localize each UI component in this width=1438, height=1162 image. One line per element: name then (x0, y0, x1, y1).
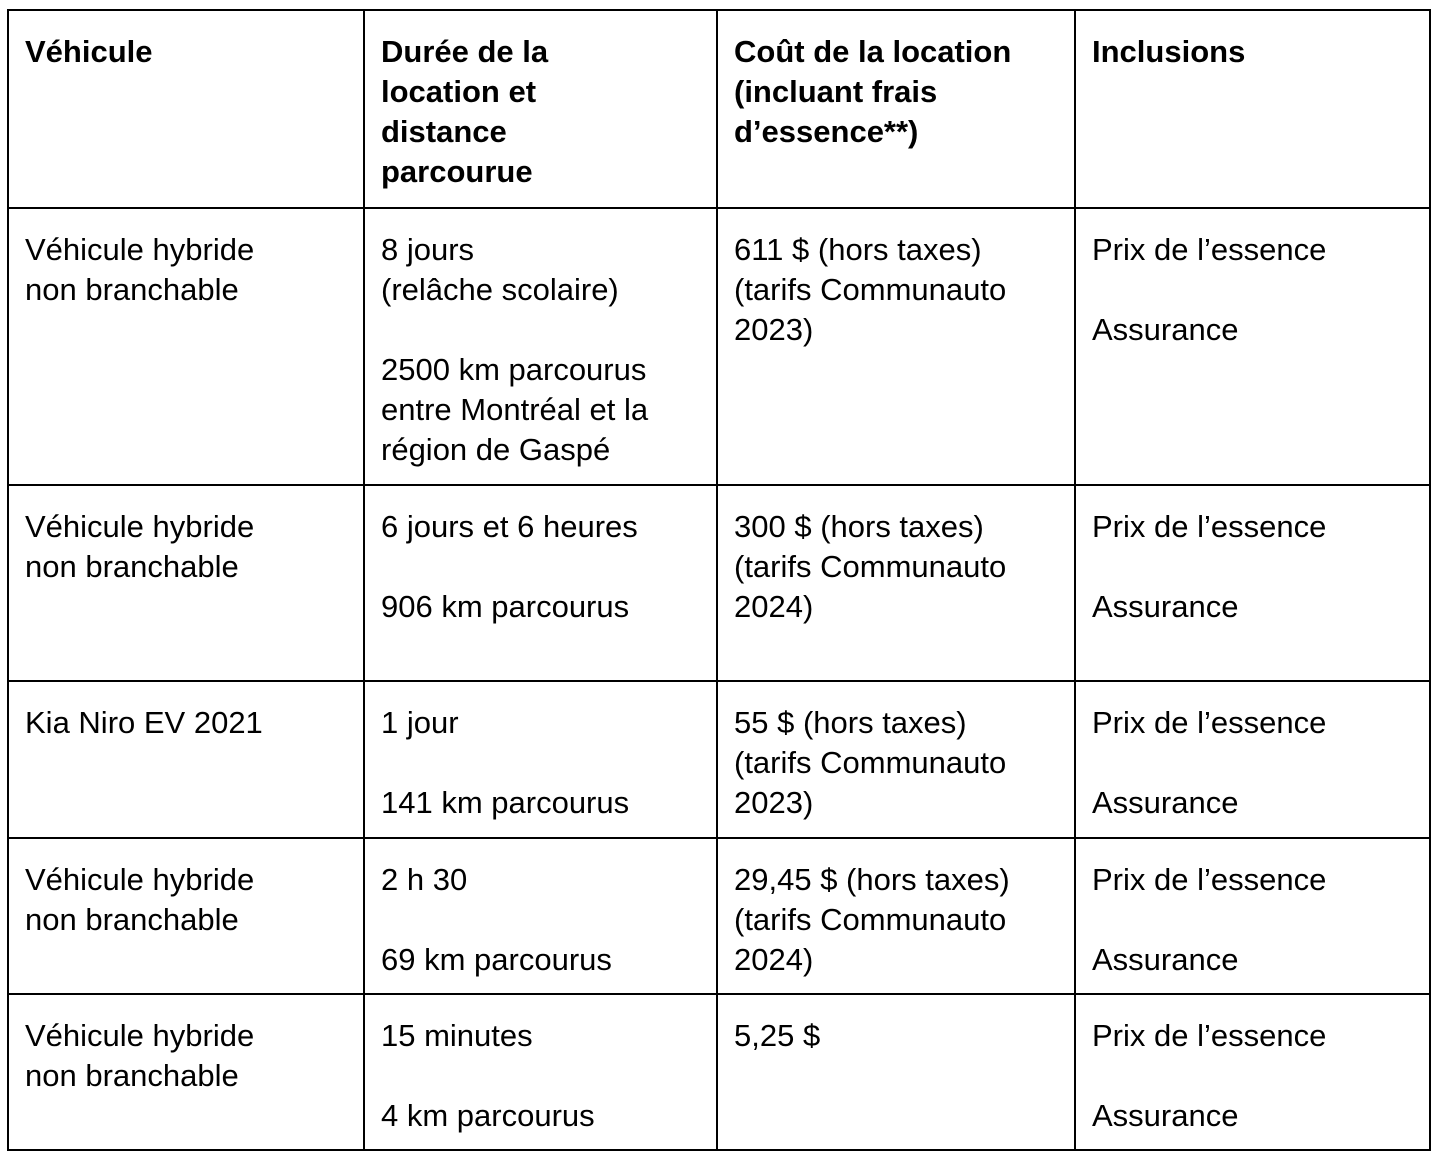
duration-cell (364, 485, 717, 681)
header-cost (717, 10, 1075, 208)
rental-cost-table (7, 9, 1431, 1151)
inclusion-insurance: Assurance (1092, 312, 1239, 347)
cost-cell (717, 485, 1075, 681)
duration-line: 2 h 30 (381, 862, 468, 897)
inclusion-fuel: Prix de l’essence (1092, 705, 1327, 740)
vehicle-line: non branchable (25, 549, 239, 584)
header-duration-line: Durée de la (381, 34, 549, 69)
duration-cell (364, 838, 717, 994)
duration-cell (364, 681, 717, 838)
distance-line: région de Gaspé (381, 432, 611, 467)
duration-line: 1 jour (381, 705, 459, 740)
vehicle-cell (8, 208, 364, 485)
vehicle-line: non branchable (25, 902, 239, 937)
header-cost-line: (incluant frais (734, 74, 938, 109)
header-duration-line: distance (381, 114, 507, 149)
duration-line: (relâche scolaire) (381, 272, 619, 307)
inclusions-cell (1075, 838, 1430, 994)
duration-line: 6 jours et 6 heures (381, 509, 638, 544)
inclusion-fuel: Prix de l’essence (1092, 509, 1327, 544)
cost-line: 5,25 $ (734, 1018, 821, 1053)
cost-cell (717, 838, 1075, 994)
distance-line: 4 km parcourus (381, 1098, 595, 1133)
vehicle-cell (8, 485, 364, 681)
cost-line: (tarifs Communauto (734, 745, 1007, 780)
cost-line: 611 $ (hors taxes) (734, 232, 982, 267)
vehicle-line: non branchable (25, 1058, 239, 1093)
cost-line: 2024) (734, 942, 814, 977)
header-duration-line: location et (381, 74, 537, 109)
vehicle-line: Kia Niro EV 2021 (25, 705, 263, 740)
header-row (8, 10, 1430, 208)
table-row (8, 994, 1430, 1150)
cost-line: (tarifs Communauto (734, 902, 1007, 937)
distance-line: 141 km parcourus (381, 785, 630, 820)
inclusion-insurance: Assurance (1092, 785, 1239, 820)
header-duration-line: parcourue (381, 154, 533, 189)
cost-cell (717, 208, 1075, 485)
inclusion-insurance: Assurance (1092, 942, 1239, 977)
vehicle-line: Véhicule hybride (25, 509, 255, 544)
cost-line: 2023) (734, 312, 814, 347)
cost-line: 55 $ (hors taxes) (734, 705, 967, 740)
distance-line: 69 km parcourus (381, 942, 612, 977)
duration-cell (364, 208, 717, 485)
duration-line: 8 jours (381, 232, 475, 267)
distance-line: 2500 km parcourus (381, 352, 647, 387)
vehicle-line: non branchable (25, 272, 239, 307)
distance-line: 906 km parcourus (381, 589, 630, 624)
vehicle-line: Véhicule hybride (25, 862, 255, 897)
vehicle-cell (8, 681, 364, 838)
vehicle-line: Véhicule hybride (25, 232, 255, 267)
table-row (8, 681, 1430, 838)
cost-line: 29,45 $ (hors taxes) (734, 862, 1010, 897)
header-duration (364, 10, 717, 208)
inclusion-insurance: Assurance (1092, 1098, 1239, 1133)
vehicle-cell (8, 838, 364, 994)
header-vehicle-line: Véhicule (25, 34, 153, 69)
table-row (8, 838, 1430, 994)
vehicle-line: Véhicule hybride (25, 1018, 255, 1053)
vehicle-cell (8, 994, 364, 1150)
cost-line: 300 $ (hors taxes) (734, 509, 984, 544)
header-cost-line: d’essence**) (734, 114, 919, 149)
header-vehicle (8, 10, 364, 208)
table-row (8, 208, 1430, 485)
cost-line: (tarifs Communauto (734, 549, 1007, 584)
inclusions-cell (1075, 208, 1430, 485)
header-inclusions (1075, 10, 1430, 208)
inclusion-insurance: Assurance (1092, 589, 1239, 624)
distance-line: entre Montréal et la (381, 392, 649, 427)
inclusion-fuel: Prix de l’essence (1092, 862, 1327, 897)
duration-line: 15 minutes (381, 1018, 533, 1053)
inclusions-cell (1075, 681, 1430, 838)
inclusions-cell (1075, 485, 1430, 681)
cost-line: 2024) (734, 589, 814, 624)
cost-line: 2023) (734, 785, 814, 820)
header-inclusions-line: Inclusions (1092, 34, 1246, 69)
cost-cell (717, 994, 1075, 1150)
inclusions-cell (1075, 994, 1430, 1150)
cost-line: (tarifs Communauto (734, 272, 1007, 307)
header-cost-line: Coût de la location (734, 34, 1012, 69)
inclusion-fuel: Prix de l’essence (1092, 232, 1327, 267)
table-row (8, 485, 1430, 681)
inclusion-fuel: Prix de l’essence (1092, 1018, 1327, 1053)
cost-cell (717, 681, 1075, 838)
duration-cell (364, 994, 717, 1150)
